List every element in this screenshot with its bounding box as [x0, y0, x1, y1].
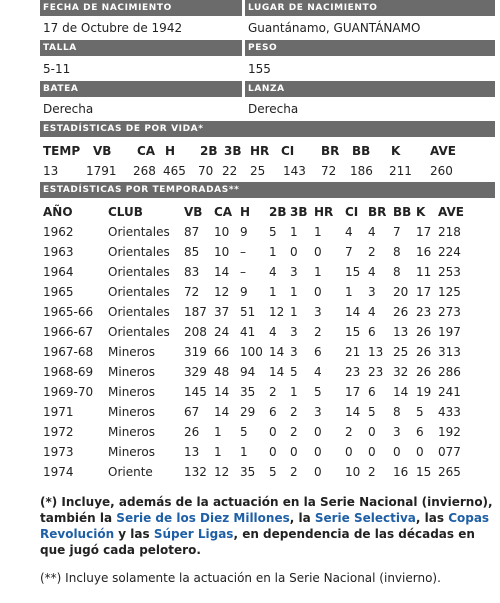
season-cell: 0	[314, 245, 322, 259]
season-cell: 4	[269, 325, 277, 339]
season-col-header: CA	[214, 205, 233, 219]
season-cell: 16	[416, 245, 432, 259]
season-col-header: 3B	[290, 205, 308, 219]
peso-label: PESO	[245, 40, 495, 56]
season-cell: 2	[345, 425, 353, 439]
season-cell: 7	[393, 225, 401, 239]
season-cell: 1	[290, 285, 298, 299]
season-col-header: CLUB	[108, 205, 143, 219]
season-col-header: AÑO	[43, 205, 73, 219]
season-cell: 25	[393, 345, 409, 359]
season-cell: 319	[184, 345, 207, 359]
season-cell: 1972	[43, 425, 74, 439]
season-cell: 4	[368, 265, 376, 279]
season-cell: 1	[314, 265, 322, 279]
season-cell: 14	[214, 385, 230, 399]
season-cell: 13	[368, 345, 384, 359]
season-cell: 94	[240, 365, 256, 379]
career-value: 1791	[86, 164, 117, 178]
season-cell: 5	[314, 385, 322, 399]
season-cell: 7	[345, 245, 353, 259]
season-cell: 2	[368, 465, 376, 479]
season-cell: 11	[416, 265, 432, 279]
season-cell: 23	[345, 365, 361, 379]
season-cell: 1	[290, 385, 298, 399]
season-cell: 3	[393, 425, 401, 439]
season-cell: 0	[269, 445, 277, 459]
season-cell: 0	[368, 425, 376, 439]
season-cell: 8	[393, 405, 401, 419]
lanza-value: Derecha	[248, 102, 299, 116]
season-cell: 187	[184, 305, 207, 319]
season-cell: 20	[393, 285, 409, 299]
season-cell: 14	[214, 265, 230, 279]
season-cell: 17	[416, 285, 432, 299]
career-col-header: VB	[93, 144, 112, 158]
season-cell: 0	[393, 445, 401, 459]
season-cell: 23	[368, 365, 384, 379]
season-cell: Orientales	[108, 225, 170, 239]
season-cell: 4	[269, 265, 277, 279]
season-cell: 3	[290, 265, 298, 279]
season-cell: 329	[184, 365, 207, 379]
season-cell: 1	[290, 225, 298, 239]
season-cell: 24	[214, 325, 230, 339]
season-cell: 6	[416, 425, 424, 439]
season-col-header: BB	[393, 205, 412, 219]
season-col-header: BR	[368, 205, 387, 219]
season-cell: 313	[438, 345, 461, 359]
season-cell: 10	[214, 245, 230, 259]
season-cell: 0	[416, 445, 424, 459]
season-row	[0, 442, 500, 462]
season-row	[0, 422, 500, 442]
season-cell: 12	[214, 465, 230, 479]
season-cell: 1	[214, 425, 222, 439]
season-cell: 6	[368, 325, 376, 339]
season-cell: 1	[290, 305, 298, 319]
season-header-row	[0, 202, 500, 222]
season-cell: 3	[290, 325, 298, 339]
season-cell: 14	[345, 405, 361, 419]
fecha-value: 17 de Octubre de 1942	[43, 21, 183, 35]
batea-label: BATEA	[40, 81, 242, 97]
season-cell: 0	[290, 445, 298, 459]
career-value: 465	[163, 164, 186, 178]
season-cell: 51	[240, 305, 256, 319]
season-cell: –	[240, 245, 246, 259]
season-cell: 14	[269, 365, 285, 379]
season-cell: 85	[184, 245, 200, 259]
season-cell: 17	[345, 385, 361, 399]
season-cell: 2	[290, 465, 298, 479]
link-copas-revolucion[interactable]: Copas Revolución	[40, 511, 490, 541]
season-cell: 32	[393, 365, 409, 379]
season-cell: 3	[290, 345, 298, 359]
footnote-1-text: , las	[415, 511, 449, 525]
footnote-1	[40, 494, 495, 558]
link-serie-diez-millones[interactable]: Serie de los Diez Millones	[116, 511, 290, 525]
career-col-header: CA	[137, 144, 156, 158]
season-cell: 17	[416, 225, 432, 239]
season-cell: 67	[184, 405, 200, 419]
season-cell: 6	[368, 385, 376, 399]
season-cell: 0	[314, 465, 322, 479]
season-cell: Oriente	[108, 465, 153, 479]
season-cell: 5	[290, 365, 298, 379]
season-cell: 4	[314, 365, 322, 379]
season-cell: 26	[393, 305, 409, 319]
season-cell: 87	[184, 225, 200, 239]
link-serie-selectiva[interactable]: Serie Selectiva	[314, 511, 416, 525]
season-cell: 15	[345, 325, 361, 339]
season-cell: 1964	[43, 265, 74, 279]
season-cell: 15	[345, 265, 361, 279]
season-cell: 208	[184, 325, 207, 339]
season-cell: 1966-67	[43, 325, 94, 339]
season-cell: 265	[438, 465, 461, 479]
season-row	[0, 222, 500, 242]
season-cell: –	[240, 265, 246, 279]
footnote-1-text: y las	[114, 527, 154, 541]
career-col-header: BB	[352, 144, 371, 158]
season-cell: 2	[368, 245, 376, 259]
season-cell: 26	[416, 345, 432, 359]
season-cell: 72	[184, 285, 200, 299]
link-super-ligas[interactable]: Súper Ligas	[153, 527, 234, 541]
season-cell: 1971	[43, 405, 74, 419]
season-cell: 13	[393, 325, 409, 339]
season-cell: 224	[438, 245, 461, 259]
footnote-1-text: , en dependencia de las décadas en que jugó cada pelotero.	[40, 527, 475, 557]
lugar-label: LUGAR DE NACIMIENTO	[245, 0, 495, 16]
career-col-header: TEMP	[43, 144, 81, 158]
season-cell: 6	[269, 405, 277, 419]
season-stats-title: ESTADÍSTICAS POR TEMPORADAS**	[40, 182, 495, 198]
season-cell: 1965-66	[43, 305, 94, 319]
lanza-label: LANZA	[245, 81, 495, 97]
season-cell: 1	[269, 245, 277, 259]
season-cell: 3	[314, 405, 322, 419]
season-cell: 0	[314, 425, 322, 439]
season-cell: Orientales	[108, 245, 170, 259]
career-col-header: CI	[281, 144, 295, 158]
season-cell: 1963	[43, 245, 74, 259]
career-col-header: K	[391, 144, 401, 158]
career-col-header: 3B	[224, 144, 242, 158]
season-cell: 10	[214, 225, 230, 239]
season-cell: 14	[393, 385, 409, 399]
season-cell: 14	[269, 345, 285, 359]
season-cell: 1	[269, 285, 277, 299]
season-row	[0, 382, 500, 402]
season-cell: 125	[438, 285, 461, 299]
season-row	[0, 322, 500, 342]
season-cell: 19	[416, 385, 432, 399]
season-cell: 1	[345, 285, 353, 299]
season-cell: 5	[240, 425, 248, 439]
season-cell: Mineros	[108, 405, 155, 419]
season-cell: Mineros	[108, 365, 155, 379]
season-cell: 21	[345, 345, 361, 359]
season-cell: 10	[345, 465, 361, 479]
career-value: 72	[321, 164, 337, 178]
season-cell: 5	[368, 405, 376, 419]
season-cell: 12	[269, 305, 285, 319]
season-cell: Orientales	[108, 265, 170, 279]
season-col-header: K	[416, 205, 426, 219]
season-cell: 1965	[43, 285, 74, 299]
season-cell: 35	[240, 385, 256, 399]
career-values-row	[0, 161, 500, 181]
season-cell: 5	[269, 465, 277, 479]
season-cell: 4	[368, 225, 376, 239]
season-cell: 3	[314, 305, 322, 319]
footnote-1-text: (*) Incluye, además de la actuación en la Serie Nacional (invierno), también la	[40, 495, 493, 525]
season-row	[0, 342, 500, 362]
season-cell: Orientales	[108, 325, 170, 339]
season-cell: 145	[184, 385, 207, 399]
career-value: 186	[350, 164, 373, 178]
season-cell: 12	[214, 285, 230, 299]
season-cell: 433	[438, 405, 461, 419]
season-cell: 0	[269, 425, 277, 439]
season-cell: 273	[438, 305, 461, 319]
lugar-value: Guantánamo, GUANTÁNAMO	[248, 21, 421, 35]
career-value: 211	[389, 164, 412, 178]
season-row	[0, 262, 500, 282]
season-cell: 26	[184, 425, 200, 439]
season-cell: 132	[184, 465, 207, 479]
season-col-header: AVE	[438, 205, 464, 219]
season-cell: 2	[290, 425, 298, 439]
season-cell: 1967-68	[43, 345, 94, 359]
season-cell: 0	[345, 445, 353, 459]
talla-label: TALLA	[40, 40, 242, 56]
season-cell: 0	[290, 245, 298, 259]
season-cell: 5	[269, 225, 277, 239]
season-cell: 218	[438, 225, 461, 239]
season-row	[0, 302, 500, 322]
career-value: 25	[250, 164, 266, 178]
season-col-header: CI	[345, 205, 359, 219]
season-cell: 15	[416, 465, 432, 479]
season-col-header: VB	[184, 205, 203, 219]
season-col-header: 2B	[269, 205, 287, 219]
season-cell: Mineros	[108, 385, 155, 399]
season-cell: 26	[416, 365, 432, 379]
career-col-header: BR	[321, 144, 340, 158]
season-cell: 3	[368, 285, 376, 299]
season-cell: 4	[345, 225, 353, 239]
season-cell: 83	[184, 265, 200, 279]
season-cell: 8	[393, 245, 401, 259]
season-cell: 2	[269, 385, 277, 399]
season-cell: 9	[240, 285, 248, 299]
season-cell: 5	[416, 405, 424, 419]
season-cell: 0	[314, 285, 322, 299]
career-col-header: HR	[250, 144, 270, 158]
season-cell: 1973	[43, 445, 74, 459]
season-cell: 286	[438, 365, 461, 379]
career-header-row	[0, 141, 500, 161]
peso-value: 155	[248, 62, 271, 76]
season-cell: 41	[240, 325, 256, 339]
season-row	[0, 362, 500, 382]
season-cell: 14	[214, 405, 230, 419]
season-cell: 66	[214, 345, 230, 359]
season-cell: 2	[314, 325, 322, 339]
batea-value: Derecha	[43, 102, 94, 116]
season-cell: Mineros	[108, 345, 155, 359]
season-cell: 13	[184, 445, 200, 459]
season-cell: 1	[214, 445, 222, 459]
season-col-header: H	[240, 205, 251, 219]
fecha-label: FECHA DE NACIMIENTO	[40, 0, 242, 16]
season-cell: 6	[314, 345, 322, 359]
season-cell: 1969-70	[43, 385, 94, 399]
season-cell: 35	[240, 465, 256, 479]
season-cell: 26	[416, 325, 432, 339]
career-col-header: AVE	[430, 144, 456, 158]
career-col-header: 2B	[200, 144, 218, 158]
season-row	[0, 242, 500, 262]
season-cell: Mineros	[108, 425, 155, 439]
season-cell: 1968-69	[43, 365, 94, 379]
talla-value: 5-11	[43, 62, 71, 76]
season-cell: 2	[290, 405, 298, 419]
season-cell: 192	[438, 425, 461, 439]
season-cell: 9	[240, 225, 248, 239]
footnote-2: (**) Incluye solamente la actuación en la Serie Nacional (invierno).	[40, 571, 441, 585]
season-cell: 100	[240, 345, 263, 359]
career-value: 70	[198, 164, 214, 178]
season-cell: 23	[416, 305, 432, 319]
season-cell: 16	[393, 465, 409, 479]
footnote-1-text: , la	[289, 511, 315, 525]
season-cell: 29	[240, 405, 256, 419]
season-cell: 37	[214, 305, 230, 319]
season-cell: 197	[438, 325, 461, 339]
season-cell: 14	[345, 305, 361, 319]
season-cell: Orientales	[108, 305, 170, 319]
career-value: 143	[283, 164, 306, 178]
season-cell: 0	[314, 445, 322, 459]
career-value: 260	[430, 164, 453, 178]
season-cell: 1974	[43, 465, 74, 479]
career-value: 268	[133, 164, 156, 178]
season-cell: 077	[438, 445, 461, 459]
season-cell: 48	[214, 365, 230, 379]
season-cell: Mineros	[108, 445, 155, 459]
season-cell: 8	[393, 265, 401, 279]
career-value: 22	[222, 164, 238, 178]
season-row	[0, 402, 500, 422]
season-cell: 1	[314, 225, 322, 239]
season-cell: 253	[438, 265, 461, 279]
season-cell: 1962	[43, 225, 74, 239]
career-value: 13	[43, 164, 59, 178]
season-cell: 1	[240, 445, 248, 459]
season-cell: 4	[368, 305, 376, 319]
season-col-header: HR	[314, 205, 334, 219]
season-row	[0, 282, 500, 302]
career-stats-title: ESTADÍSTICAS DE POR VIDA*	[40, 121, 495, 137]
season-cell: 0	[368, 445, 376, 459]
season-cell: Orientales	[108, 285, 170, 299]
season-cell: 241	[438, 385, 461, 399]
career-col-header: H	[165, 144, 176, 158]
season-row	[0, 462, 500, 482]
